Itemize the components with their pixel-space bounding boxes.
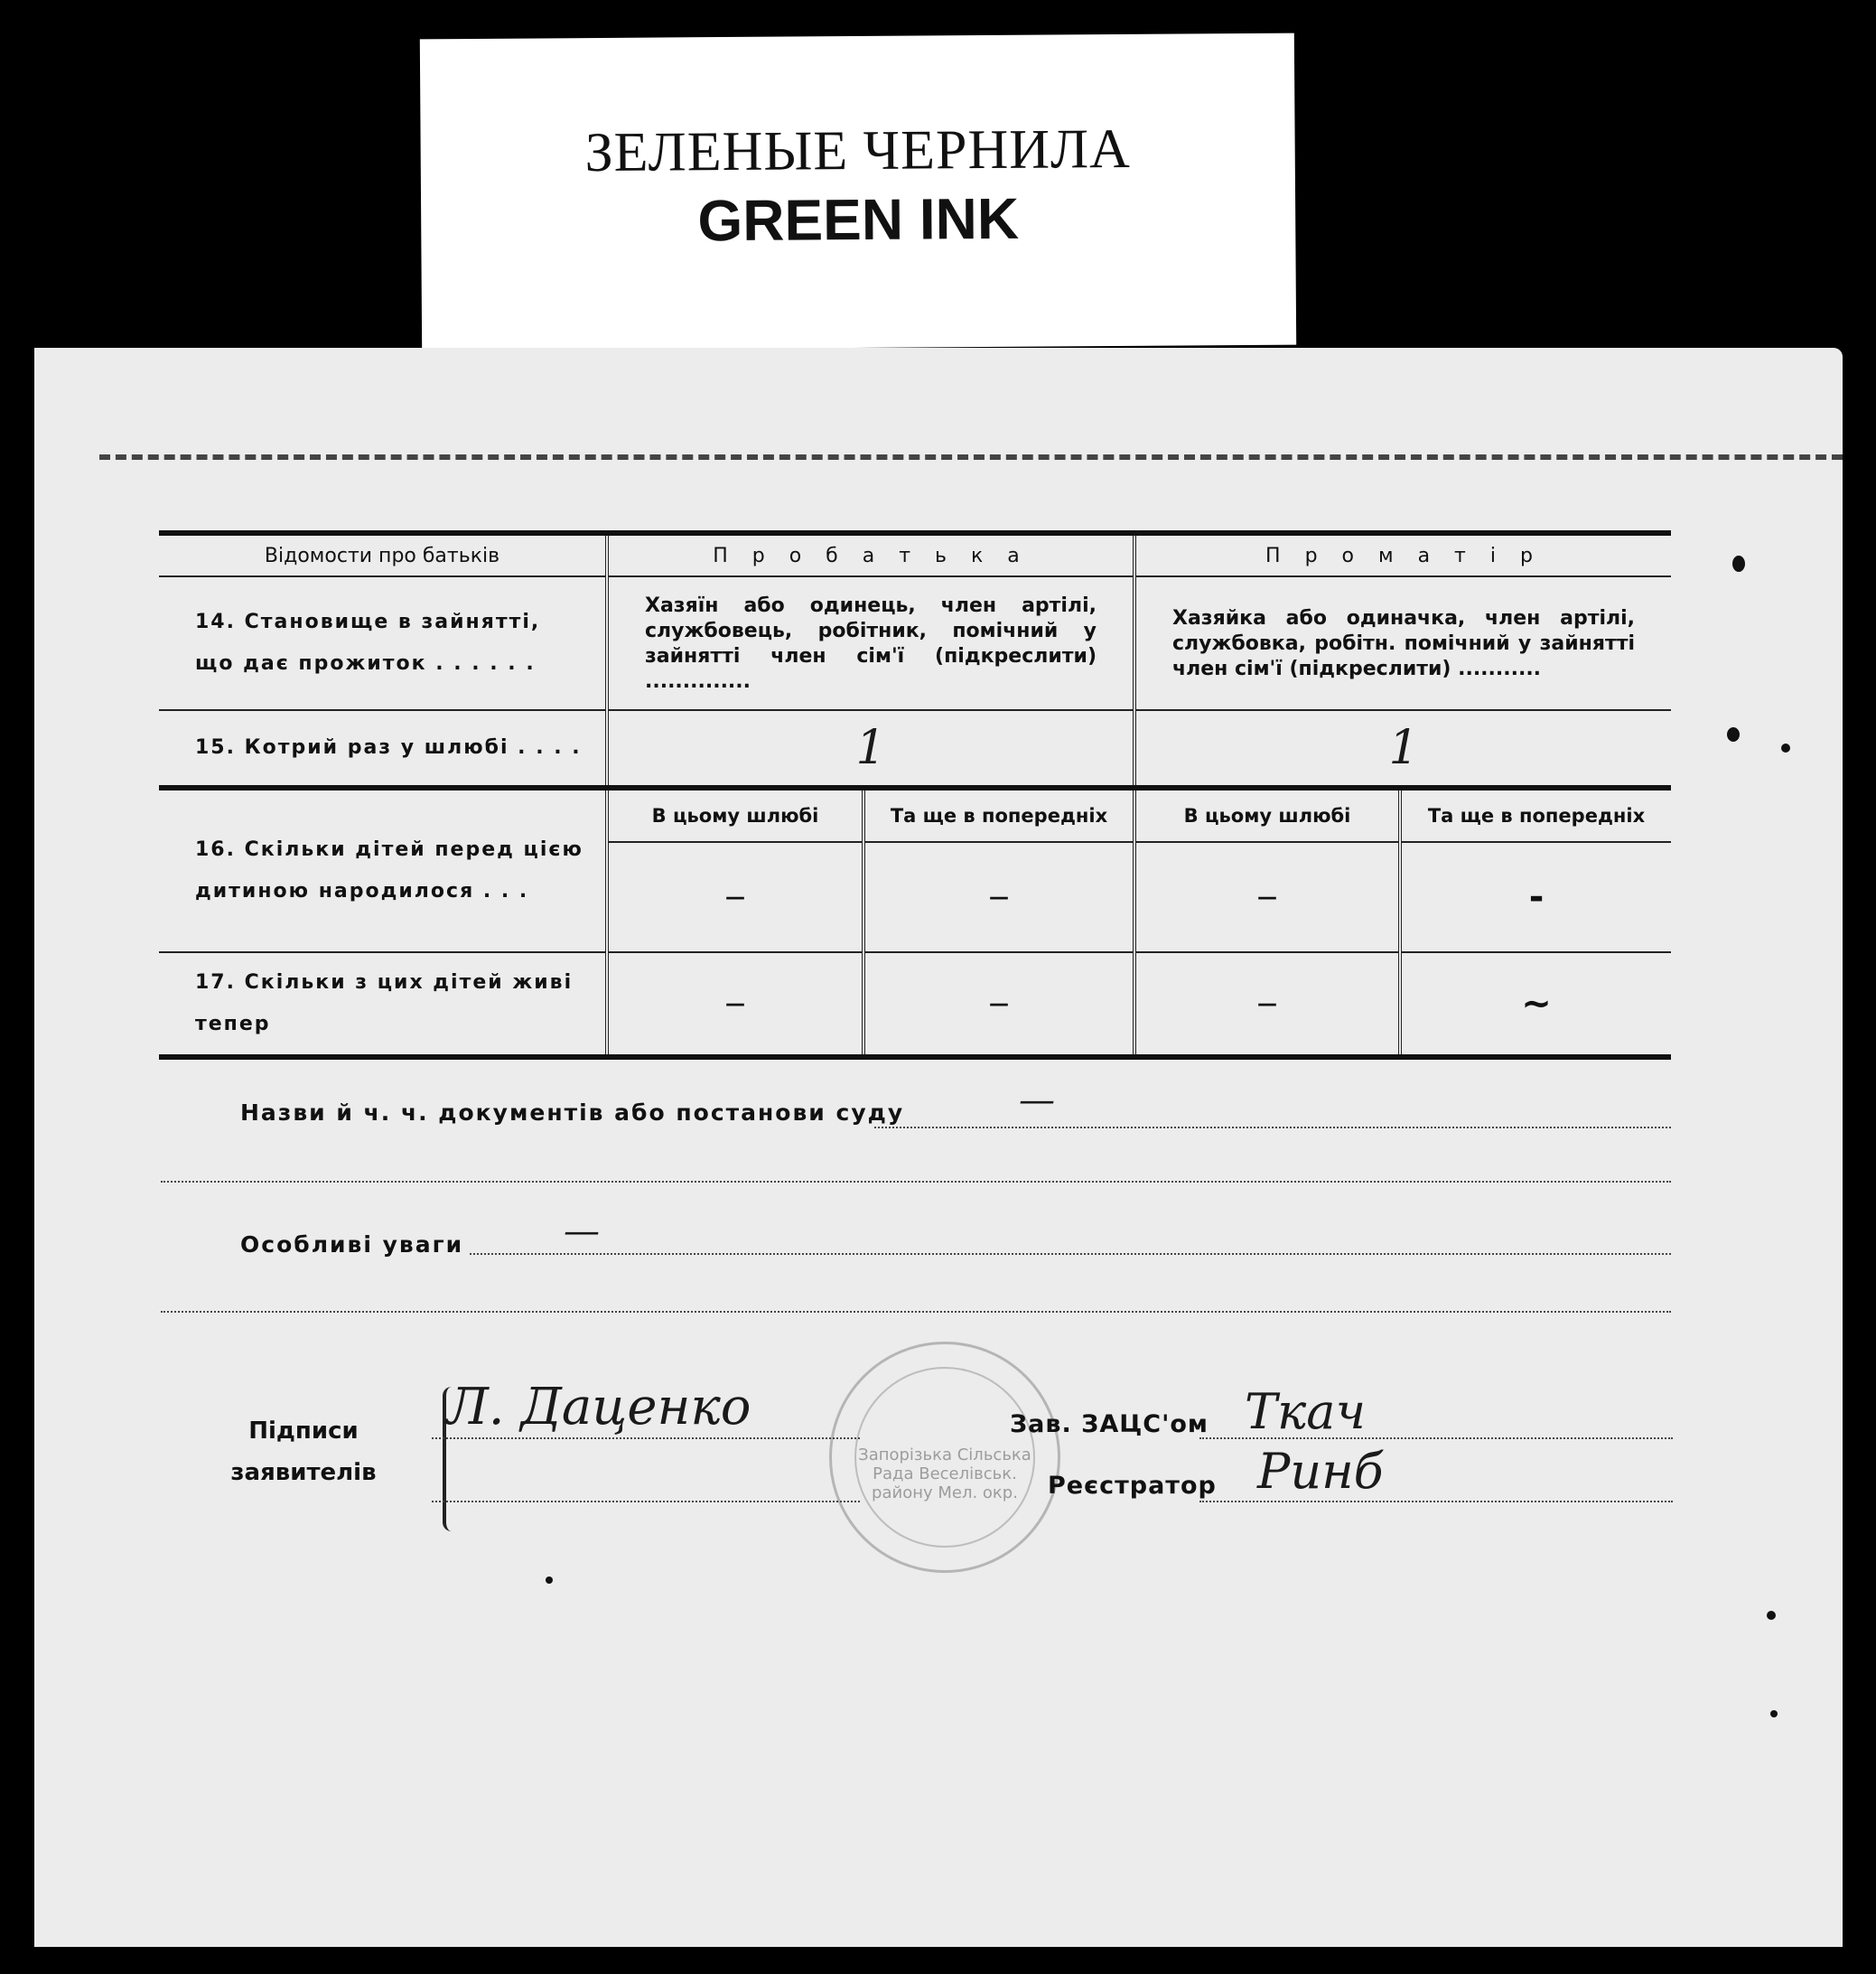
applicant-signature: Л. Даценко — [446, 1378, 751, 1436]
row16-mother-this: — — [1134, 842, 1400, 952]
head-label: Зав. ЗАЦС'ом — [1010, 1410, 1209, 1438]
mother-occupation-options: Хазяйка або одиначка, член артілі, службовка, робітн. помічний у зайнятті член сім'ї (підкреслити) ........... — [1134, 576, 1671, 710]
documents-value: — — [1019, 1080, 1055, 1121]
ink-speck — [1781, 744, 1790, 753]
row17-mother-this: — — [1134, 952, 1400, 1057]
documents-dotline-1 — [874, 1127, 1671, 1128]
registrar-label: Реєстратор — [1048, 1472, 1217, 1500]
question-14: 14. Становище в зайнятті, що дає прожиток . . . . . . — [159, 576, 607, 710]
header-parents-info: Відомости про батьків — [159, 533, 607, 576]
label-english: GREEN INK — [697, 185, 1020, 254]
row16-mother-prev: - — [1400, 842, 1671, 952]
head-signature: Ткач — [1245, 1383, 1367, 1440]
ink-speck — [1767, 1611, 1776, 1620]
father-occupation-options: Хазяїн або одинець, член артілі, службовець, робітник, помічний у зайнятті член сім'ї (підкреслити) .............. — [607, 576, 1134, 710]
question-17: 17. Скільки з цих дітей живі тепер — [159, 952, 607, 1057]
table-subheader-row — [159, 788, 1671, 842]
row16-father-this: — — [607, 842, 863, 952]
header-about-father: П р о б а т ь к а — [607, 533, 1134, 576]
father-marriage-count: 1 — [607, 710, 1134, 788]
documents-label: Назви й ч. ч. документів або постанови суду — [240, 1099, 905, 1126]
ink-speck — [546, 1576, 553, 1584]
table-header-row — [159, 533, 1671, 576]
subheader-mother-previous: Та ще в попередніх — [1400, 788, 1671, 842]
document-sheet — [34, 348, 1843, 1947]
question-15: 15. Котрий раз у шлюбі . . . . — [159, 710, 607, 788]
question-16: 16. Скільки дітей перед цією дитиною народилося . . . — [159, 788, 607, 952]
official-stamp — [829, 1342, 1060, 1573]
ink-speck — [1770, 1710, 1778, 1717]
applicant-dotline-1 — [432, 1437, 860, 1439]
registrar-dotline — [1199, 1501, 1673, 1502]
ink-speck — [1732, 556, 1745, 572]
documents-dotline-2 — [161, 1181, 1671, 1183]
remarks-label: Особливі уваги — [240, 1231, 464, 1258]
label-russian: ЗЕЛЕНЫЕ ЧЕРНИЛА — [584, 117, 1132, 184]
header-about-mother: П р о м а т і р — [1134, 533, 1671, 576]
row17-father-prev: — — [863, 952, 1134, 1057]
table-row-17 — [159, 952, 1671, 1057]
table-row-14 — [159, 576, 1671, 710]
perforation-line — [99, 454, 1843, 460]
subheader-mother-this-marriage: В цьому шлюбі — [1134, 788, 1400, 842]
mother-marriage-count: 1 — [1134, 710, 1671, 788]
applicant-dotline-2 — [432, 1501, 860, 1502]
ink-speck — [1727, 727, 1740, 742]
stamp-text: Запорізька Сільська Рада Веселівськ. району Мел. окр. — [858, 1445, 1031, 1502]
subheader-father-previous: Та ще в попередніх — [863, 788, 1134, 842]
remarks-dotline-1 — [470, 1253, 1671, 1255]
remarks-value: — — [564, 1211, 600, 1252]
green-ink-label-card — [420, 33, 1296, 351]
head-dotline — [1199, 1437, 1673, 1439]
row17-father-this: — — [607, 952, 863, 1057]
remarks-dotline-2 — [161, 1311, 1671, 1313]
row17-mother-prev: ~ — [1400, 952, 1671, 1057]
applicants-label: Підписи заявителів — [230, 1417, 377, 1486]
parents-info-table — [159, 530, 1671, 1060]
table-row-15 — [159, 710, 1671, 788]
row16-father-prev: — — [863, 842, 1134, 952]
registrar-signature: Ринб — [1257, 1443, 1384, 1500]
subheader-father-this-marriage: В цьому шлюбі — [607, 788, 863, 842]
